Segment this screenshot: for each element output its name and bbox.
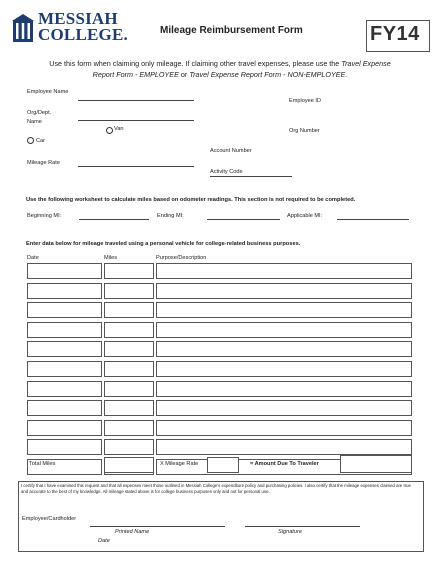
employee-id-label: Employee ID [289,98,322,104]
account-number-label: Account Number [210,148,252,154]
fiscal-year-label: FY14 [370,23,420,45]
column-header-purpose: Purpose/Description [156,255,207,261]
certification-text: I certify that I have examined this request and that all expenses meet those outlined in Messiah College's expenditure policy and purchasing policies. I also certify that the mileage expenses claimed are true and accurate to the best of my knowledge. All mileage stated above is for college business purposes only and not for personal use. [21,483,411,494]
amount-due-label: = Amount Due To Traveler [250,461,319,467]
employee-name-field[interactable] [78,100,194,101]
total-miles-label: Total Miles [29,461,56,467]
date-cell[interactable] [27,322,102,338]
date-cell[interactable] [27,420,102,436]
beginning-mi-label: Beginning MI: [27,213,62,219]
purpose-cell[interactable] [156,263,412,279]
college-logo: MESSIAH COLLEGE. [38,9,128,44]
mileage-rate-multiplier-label: X Mileage Rate [160,461,199,467]
date-cell[interactable] [27,341,102,357]
column-header-date: Date [27,255,39,261]
miles-cell[interactable] [104,400,154,416]
miles-cell[interactable] [104,263,154,279]
amount-due-field[interactable] [340,455,412,473]
org-dept-field[interactable] [78,120,194,121]
signature-label: Signature [278,529,302,535]
date-cell[interactable] [27,283,102,299]
beginning-mi-field[interactable] [79,219,149,220]
car-label: Car [36,138,46,144]
rate-field[interactable] [207,457,239,473]
date-cell[interactable] [27,439,102,455]
employee-cardholder-label: Employee/Cardholder [22,516,77,522]
total-miles-field[interactable] [104,457,154,473]
date-cell[interactable] [27,381,102,397]
college-seal-icon [12,14,34,44]
purpose-cell[interactable] [156,341,412,357]
miles-cell[interactable] [104,322,154,338]
signature-field[interactable] [245,526,360,527]
purpose-cell[interactable] [156,361,412,377]
employee-name-label: Employee Name [27,89,69,95]
org-dept-label: Org/Dept. Name [27,110,52,125]
purpose-cell[interactable] [156,302,412,318]
miles-cell[interactable] [104,302,154,318]
miles-cell[interactable] [104,381,154,397]
purpose-cell[interactable] [156,439,412,455]
activity-code-label: Activity Code [210,169,243,175]
purpose-cell[interactable] [156,381,412,397]
mileage-rate-field[interactable] [78,166,194,167]
purpose-cell[interactable] [156,322,412,338]
worksheet-note: Use the following worksheet to calculate miles based on odometer readings. This section is not required to be completed. [26,197,356,203]
date-cell[interactable] [27,302,102,318]
ending-mi-label: Ending MI: [157,213,184,219]
purpose-cell[interactable] [156,400,412,416]
intro-text: Use this form when claiming only mileage. If claiming other travel expenses, please use the Travel Expense Report Form - EMPLOYEE or Travel Expense Report Form - NON-EMPLOYEE. [49,59,391,79]
applicable-mi-label: Applicable MI: [287,213,323,219]
printed-name-label: Printed Name [115,529,150,535]
purpose-cell[interactable] [156,420,412,436]
miles-cell[interactable] [104,283,154,299]
purpose-cell[interactable] [156,283,412,299]
miles-cell[interactable] [104,439,154,455]
date-cell[interactable] [27,400,102,416]
miles-cell[interactable] [104,341,154,357]
mileage-rate-label: Mileage Rate [27,160,60,166]
date-label: Date [98,538,110,544]
miles-cell[interactable] [104,361,154,377]
org-number-label: Org Number [289,128,320,134]
van-radio[interactable] [106,127,113,134]
column-header-miles: Miles [104,255,118,261]
date-cell[interactable] [27,361,102,377]
ending-mi-field[interactable] [207,219,280,220]
activity-code-field[interactable] [210,176,292,177]
date-cell[interactable] [27,263,102,279]
form-title: Mileage Reimbursement Form [160,25,303,36]
printed-name-field[interactable] [90,526,225,527]
log-instructions: Enter data below for mileage traveled using a personal vehicle for college-related business purposes. [26,241,301,247]
applicable-mi-field[interactable] [337,219,409,220]
car-radio[interactable] [27,137,34,144]
van-label: Van [114,126,124,132]
miles-cell[interactable] [104,420,154,436]
